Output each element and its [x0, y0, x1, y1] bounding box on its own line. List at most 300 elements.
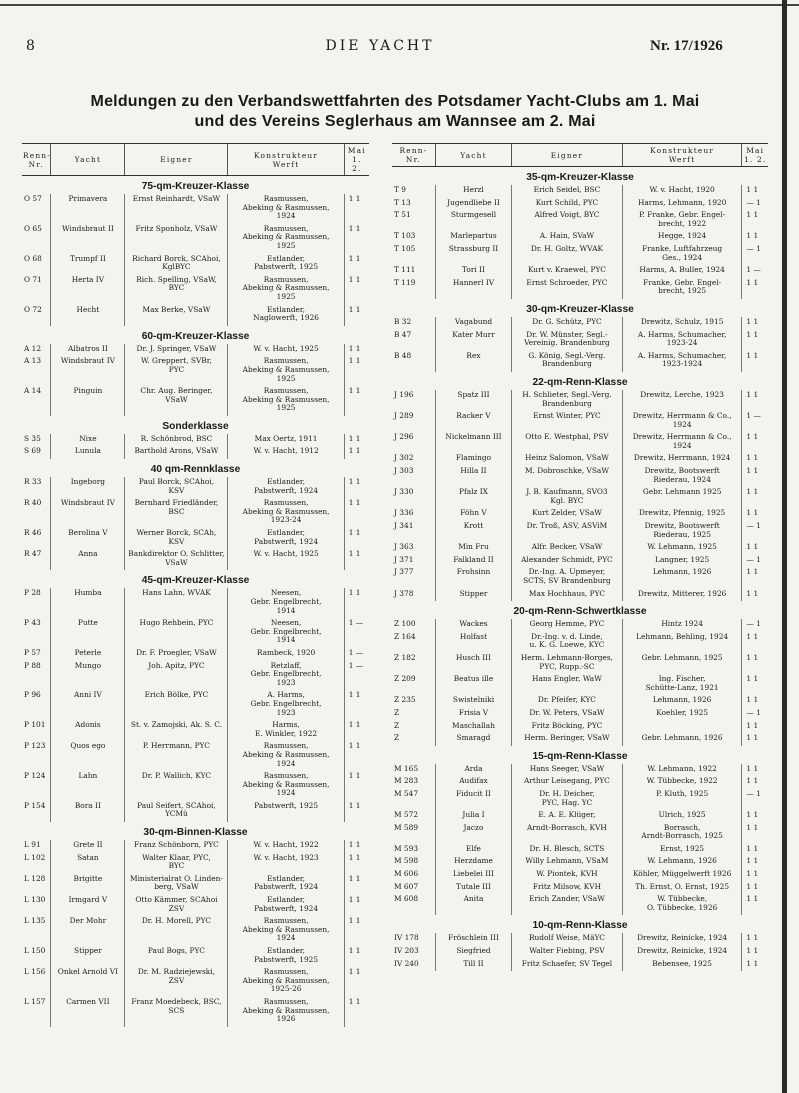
- yacht-cell: Hannerl IV: [435, 278, 511, 299]
- mai-cell: 1 1: [344, 344, 369, 357]
- konstrukteur-cell: Ulrich, 1925: [622, 810, 742, 823]
- yacht-cell: Berolina V: [51, 528, 125, 549]
- konstrukteur-cell: A. Harms, Gebr. Engelbrecht, 1923: [228, 690, 344, 720]
- mai-cell: 1 1: [742, 487, 768, 508]
- entry-row: [392, 946, 768, 959]
- entry-row: [22, 840, 369, 853]
- mai-cell: 1 1: [742, 844, 768, 857]
- eigner-cell: Erich Bölke, PYC: [125, 690, 228, 720]
- yacht-cell: Grete II: [51, 840, 125, 853]
- mai-cell: 1 1: [742, 632, 768, 653]
- eigner-cell: Bankdirektor O. Schlitter, VSaW: [125, 549, 228, 570]
- class-heading: Sonderklasse: [162, 420, 229, 432]
- eigner-cell: A. Hain, SVaW: [512, 231, 623, 244]
- column-header-konstrukteur: Konstrukteur Werft: [228, 144, 344, 176]
- renn-nr-cell: Z 209: [394, 674, 416, 684]
- konstrukteur-cell: Drewitz, Lerche, 1923: [622, 390, 742, 411]
- mai-cell: 1 1: [742, 959, 768, 972]
- yacht-cell: Jaczo: [435, 823, 511, 844]
- class-heading-row: [392, 167, 768, 186]
- renn-nr-cell: P 123: [24, 741, 46, 751]
- class-heading-row: [392, 601, 768, 619]
- yacht-cell: Spatz III: [435, 390, 511, 411]
- renn-nr-cell: Z 100: [394, 619, 416, 629]
- entry-row: [22, 305, 369, 326]
- yacht-cell: Tutale III: [435, 882, 511, 895]
- eigner-cell: Joh. Apitz, PYC: [125, 661, 228, 691]
- class-heading: 75-qm-Kreuzer-Klasse: [141, 181, 250, 192]
- yacht-cell: Adonis: [51, 720, 125, 741]
- renn-nr-cell: IV 240: [394, 958, 419, 968]
- entry-row: [392, 508, 768, 521]
- entry-row: [392, 632, 768, 653]
- konstrukteur-cell: Drewitz, Bootswerft Riederau, 1924: [622, 466, 742, 487]
- yacht-cell: Audifax: [435, 776, 511, 789]
- mai-cell: 1 1: [344, 305, 369, 326]
- entry-row: [22, 549, 369, 570]
- entry-row: [22, 275, 369, 305]
- mai-cell: 1 1: [344, 434, 369, 447]
- mai-cell: 1 1: [742, 210, 768, 231]
- right-header-row: [392, 144, 768, 167]
- mai-cell: 1 1: [344, 386, 369, 416]
- right-table-body: [392, 167, 768, 972]
- eigner-cell: Heinz Salomon, VSaW: [512, 453, 623, 466]
- konstrukteur-cell: P. Kluth, 1925: [622, 789, 742, 810]
- konstrukteur-cell: Borrasch, Arndt-Borrasch, 1925: [622, 823, 742, 844]
- renn-nr-cell: R 33: [24, 477, 42, 487]
- yacht-cell: Albatros II: [51, 344, 125, 357]
- eigner-cell: St. v. Zamojski, Ak. S. C.: [125, 720, 228, 741]
- left-entries-table: [22, 143, 369, 1027]
- renn-nr-cell: P 154: [24, 800, 46, 810]
- konstrukteur-cell: Drewitz, Schulz, 1915: [622, 317, 742, 330]
- eigner-cell: M. Dobroschke, VSaW: [512, 466, 623, 487]
- entry-row: [22, 194, 369, 224]
- mai-cell: — 1: [742, 198, 768, 211]
- konstrukteur-cell: Rasmussen, Abeking & Rasmussen, 1925: [228, 356, 344, 386]
- entry-row: [392, 317, 768, 330]
- class-heading: 30-qm-Binnen-Klasse: [143, 827, 248, 839]
- eigner-cell: E. A. E. Klüger,: [512, 810, 623, 823]
- konstrukteur-cell: Rasmussen, Abeking & Rasmussen, 1924: [228, 741, 344, 771]
- eigner-cell: W. Greppert, SVBr, PYC: [125, 356, 228, 386]
- konstrukteur-cell: Estlander, Pabstwerft, 1925: [228, 946, 344, 967]
- konstrukteur-cell: W. v. Hacht, 1925: [228, 344, 344, 357]
- renn-nr-cell: L 130: [24, 895, 46, 905]
- yacht-cell: Anni IV: [51, 690, 125, 720]
- mai-cell: 1 1: [344, 840, 369, 853]
- eigner-cell: Dr. W. Peters, VSaW: [512, 708, 623, 721]
- konstrukteur-cell: Harms, A. Buller, 1924: [622, 265, 742, 278]
- column-header-renn-nr: Renn- Nr.: [22, 144, 51, 176]
- konstrukteur-cell: [622, 721, 742, 734]
- eigner-cell: Kurt v. Kraewel, PYC: [512, 265, 623, 278]
- mai-cell: 1 1: [344, 916, 369, 946]
- konstrukteur-cell: W. v. Hacht, 1925: [228, 549, 344, 570]
- renn-nr-cell: J 336: [394, 508, 414, 518]
- mai-cell: 1 1: [742, 330, 768, 351]
- mai-cell: 1 1: [742, 542, 768, 555]
- column-header-eigner: Eigner: [125, 144, 228, 176]
- renn-nr-cell: J 303: [394, 466, 414, 476]
- entry-row: [392, 198, 768, 211]
- konstrukteur-cell: Franke, Gebr. Engel- brecht, 1925: [622, 278, 742, 299]
- yacht-cell: Frohsinn: [435, 567, 511, 588]
- konstrukteur-cell: Retzlaff, Gebr. Engelbrecht, 1923: [228, 661, 344, 691]
- yacht-cell: Racker V: [435, 411, 511, 432]
- konstrukteur-cell: W. Lehmann, 1925: [622, 542, 742, 555]
- mai-cell: — 1: [742, 708, 768, 721]
- mai-cell: — 1: [742, 555, 768, 568]
- entry-row: [22, 386, 369, 416]
- mai-cell: 1 1: [742, 946, 768, 959]
- konstrukteur-cell: Estlander, Pabstwerft, 1925: [228, 254, 344, 275]
- konstrukteur-cell: Franke, Luftfahrzeug Ges., 1924: [622, 244, 742, 265]
- konstrukteur-cell: Langner, 1925: [622, 555, 742, 568]
- yacht-cell: Carmen VII: [51, 997, 125, 1027]
- eigner-cell: Dr.-Ing. A. Upmeyer, SCTS, SV Brandenburg: [512, 567, 623, 588]
- mai-cell: 1 1: [344, 874, 369, 895]
- renn-nr-cell: O 65: [24, 223, 42, 233]
- mai-cell: — 1: [742, 619, 768, 632]
- renn-nr-cell: L 135: [24, 916, 46, 926]
- mai-cell: 1 1: [742, 653, 768, 674]
- eigner-cell: Otto E. Westphal, PSV: [512, 432, 623, 453]
- mai-cell: 1 1: [742, 674, 768, 695]
- entry-row: [22, 661, 369, 691]
- mai-cell: 1 1: [344, 446, 369, 459]
- entry-row: [392, 695, 768, 708]
- class-heading: 20-qm-Renn-Schwertklasse: [513, 606, 647, 618]
- renn-nr-cell: B 32: [394, 316, 412, 326]
- mai-cell: 1 1: [742, 453, 768, 466]
- mai-cell: 1 1: [344, 720, 369, 741]
- renn-nr-cell: IV 203: [394, 946, 419, 956]
- konstrukteur-cell: Rasmussen, Abeking & Rasmussen, 1924: [228, 916, 344, 946]
- eigner-cell: J. B. Kaufmann, SVO3 Kgl. BYC: [512, 487, 623, 508]
- entry-row: [22, 771, 369, 801]
- right-entries-table: [392, 143, 768, 971]
- yacht-cell: Holfast: [435, 632, 511, 653]
- mai-cell: 1 1: [344, 741, 369, 771]
- konstrukteur-cell: Rasmussen, Abeking & Rasmussen, 1925: [228, 224, 344, 254]
- yacht-cell: Peterle: [51, 648, 125, 661]
- mai-cell: 1 1: [344, 498, 369, 528]
- yacht-cell: Herzdame: [435, 856, 511, 869]
- yacht-cell: Kater Murr: [435, 330, 511, 351]
- renn-nr-cell: M 283: [394, 776, 419, 786]
- entry-row: [392, 453, 768, 466]
- renn-nr-cell: T 13: [394, 197, 411, 207]
- left-column: [22, 143, 369, 1027]
- mai-cell: 1 —: [344, 648, 369, 661]
- yacht-cell: Herta IV: [51, 275, 125, 305]
- konstrukteur-cell: Rasmussen, Abeking & Rasmussen, 1925: [228, 275, 344, 305]
- renn-nr-cell: J 330: [394, 487, 414, 497]
- column-header-mai: Mai 1. 2.: [344, 144, 369, 176]
- konstrukteur-cell: Drewitz, Herrmann & Co., 1924: [622, 411, 742, 432]
- mai-cell: 1 —: [344, 661, 369, 691]
- mai-cell: 1 1: [742, 508, 768, 521]
- entry-row: [392, 708, 768, 721]
- entry-row: [22, 741, 369, 771]
- yacht-cell: Quos ego: [51, 741, 125, 771]
- entry-row: [392, 776, 768, 789]
- entry-row: [392, 653, 768, 674]
- entry-row: [392, 542, 768, 555]
- entry-row: [392, 351, 768, 372]
- konstrukteur-cell: Gebr. Lehmann 1925: [622, 487, 742, 508]
- class-heading-row: [22, 459, 369, 477]
- konstrukteur-cell: Neesen, Gebr. Engelbrecht, 1914: [228, 588, 344, 618]
- konstrukteur-cell: Koehler, 1925: [622, 708, 742, 721]
- eigner-cell: Alfred Voigt, BYC: [512, 210, 623, 231]
- renn-nr-cell: L 150: [24, 946, 46, 955]
- title-line-1: Meldungen zu den Verbandswettfahrten des Potsdamer Yacht-Clubs am 1. Mai: [90, 93, 700, 110]
- entry-row: [22, 528, 369, 549]
- entry-row: [22, 690, 369, 720]
- renn-nr-cell: J 378: [394, 588, 414, 598]
- eigner-cell: Dr. H. Deicher, PYC, Hag. YC: [512, 789, 623, 810]
- yacht-cell: Herzl: [435, 185, 511, 198]
- renn-nr-cell: J 363: [394, 542, 414, 552]
- eigner-cell: Fritz Milsow, KVH: [512, 882, 623, 895]
- yacht-cell: Windsbraut IV: [51, 356, 125, 386]
- mai-cell: 1 —: [742, 411, 768, 432]
- eigner-cell: Franz Moedebeck, BSC, SCS: [125, 997, 228, 1027]
- entry-row: [22, 618, 369, 648]
- eigner-cell: Fritz Sponholz, VSaW: [125, 224, 228, 254]
- entry-row: [392, 466, 768, 487]
- eigner-cell: Ernst Reinhardt, VSaW: [125, 194, 228, 224]
- yacht-cell: Nickelmann III: [435, 432, 511, 453]
- mai-cell: 1 1: [742, 894, 768, 915]
- konstrukteur-cell: Pabstwerft, 1925: [228, 801, 344, 822]
- konstrukteur-cell: Drewitz, Mitterer, 1926: [622, 589, 742, 602]
- konstrukteur-cell: Lehmann, 1926: [622, 567, 742, 588]
- yacht-cell: Brigitte: [51, 874, 125, 895]
- mai-cell: 1 1: [344, 549, 369, 570]
- entry-row: [392, 764, 768, 777]
- entry-row: [392, 674, 768, 695]
- renn-nr-cell: O 68: [24, 253, 42, 263]
- eigner-cell: Otto Kämmer, SCAhoi ZSV: [125, 895, 228, 916]
- entry-row: [392, 733, 768, 746]
- eigner-cell: Dr. H. Morell, PYC: [125, 916, 228, 946]
- mai-cell: 1 1: [742, 933, 768, 946]
- renn-nr-cell: M 165: [394, 763, 419, 773]
- renn-nr-cell: Z 235: [394, 695, 416, 705]
- renn-nr-cell: L 128: [24, 873, 46, 883]
- eigner-cell: Herm. Beringer, VSaW: [512, 733, 623, 746]
- konstrukteur-cell: Th. Ernst, O. Ernst, 1925: [622, 882, 742, 895]
- yacht-cell: Husch III: [435, 653, 511, 674]
- konstrukteur-cell: Rasmussen, Abeking & Rasmussen, 1924: [228, 194, 344, 224]
- renn-nr-cell: M 607: [394, 881, 419, 891]
- entry-row: [22, 344, 369, 357]
- renn-nr-cell: Z: [394, 720, 400, 730]
- renn-nr-cell: M 547: [394, 788, 419, 798]
- eigner-cell: Barthold Arons, VSaW: [125, 446, 228, 459]
- eigner-cell: Fritz Böcking, PYC: [512, 721, 623, 734]
- entry-row: [392, 721, 768, 734]
- eigner-cell: H. Schlieter, Segl.-Verg. Brandenburg: [512, 390, 623, 411]
- class-heading-row: [22, 822, 369, 840]
- konstrukteur-cell: W. Lehmann, 1922: [622, 764, 742, 777]
- yacht-cell: Till II: [435, 959, 511, 972]
- mai-cell: 1 1: [344, 528, 369, 549]
- mai-cell: 1 1: [344, 194, 369, 224]
- eigner-cell: Georg Hemme, PYC: [512, 619, 623, 632]
- yacht-cell: Föhn V: [435, 508, 511, 521]
- eigner-cell: Paul Seifert, SCAhoi, YCMü: [125, 801, 228, 822]
- class-heading-row: [392, 372, 768, 390]
- konstrukteur-cell: Ing. Fischer, Schütte-Lanz, 1921: [622, 674, 742, 695]
- yacht-cell: Irmgard V: [51, 895, 125, 916]
- yacht-cell: Trumpf II: [51, 254, 125, 275]
- entry-row: [392, 487, 768, 508]
- yacht-cell: Pfalz IX: [435, 487, 511, 508]
- renn-nr-cell: M 598: [394, 856, 419, 866]
- yacht-cell: Arda: [435, 764, 511, 777]
- mai-cell: 1 1: [742, 567, 768, 588]
- page-number: 8: [26, 38, 35, 54]
- eigner-cell: P. Herrmann, PYC: [125, 741, 228, 771]
- entry-row: [22, 997, 369, 1027]
- eigner-cell: Erich Seidel, BSC: [512, 185, 623, 198]
- eigner-cell: Kurt Schild, PYC: [512, 198, 623, 211]
- konstrukteur-cell: Hegge, 1924: [622, 231, 742, 244]
- class-heading-row: [392, 746, 768, 764]
- eigner-cell: Dr. F. Proegler, VSaW: [125, 648, 228, 661]
- page-title: [30, 92, 760, 132]
- yacht-cell: Hecht: [51, 305, 125, 326]
- yacht-cell: Mungo: [51, 661, 125, 691]
- konstrukteur-cell: Rasmussen, Abeking & Rasmussen, 1926: [228, 997, 344, 1027]
- entry-row: [392, 882, 768, 895]
- renn-nr-cell: P 124: [24, 771, 46, 781]
- mai-cell: 1 1: [344, 946, 369, 967]
- yacht-cell: Putte: [51, 618, 125, 648]
- entry-row: [392, 869, 768, 882]
- renn-nr-cell: R 47: [24, 549, 42, 559]
- konstrukteur-cell: Rasmussen, Abeking & Rasmussen, 1925-26: [228, 967, 344, 997]
- yacht-cell: Anna: [51, 549, 125, 570]
- mai-cell: 1 1: [742, 721, 768, 734]
- renn-nr-cell: M 608: [394, 894, 419, 904]
- column-header-konstrukteur: Konstrukteur Werft: [622, 144, 742, 167]
- yacht-cell: Ingeborg: [51, 477, 125, 498]
- renn-nr-cell: T 111: [394, 265, 416, 275]
- mai-cell: 1 1: [742, 466, 768, 487]
- eigner-cell: Ernst Schroeder, PYC: [512, 278, 623, 299]
- renn-nr-cell: O 71: [24, 274, 42, 284]
- yacht-cell: Jugendliebe II: [435, 198, 511, 211]
- entry-row: [392, 411, 768, 432]
- konstrukteur-cell: Estlander, Pabstwerft, 1924: [228, 895, 344, 916]
- class-heading: 35-qm-Kreuzer-Klasse: [526, 172, 634, 183]
- yacht-cell: Windsbraut IV: [51, 498, 125, 528]
- eigner-cell: Dr. P. Wallich, KYC: [125, 771, 228, 801]
- entry-row: [22, 967, 369, 997]
- eigner-cell: Dr.-Ing. v. d. Linde, u. K. G. Loewe, KYC: [512, 632, 623, 653]
- column-header-mai: Mai 1. 2.: [742, 144, 768, 167]
- eigner-cell: Dr. W. Münster, Segl.- Vereinig. Brandenburg: [512, 330, 623, 351]
- issue-number: Nr. 17/1926: [650, 38, 723, 54]
- renn-nr-cell: J 377: [394, 567, 414, 577]
- renn-nr-cell: Z: [394, 733, 400, 743]
- eigner-cell: Werner Borck, SCAh, KSV: [125, 528, 228, 549]
- konstrukteur-cell: A. Harms, Schumacher, 1923-24: [622, 330, 742, 351]
- entry-row: [392, 567, 768, 588]
- mai-cell: 1 1: [742, 432, 768, 453]
- entry-row: [392, 789, 768, 810]
- eigner-cell: Max Hochhaus, PYC: [512, 589, 623, 602]
- mai-cell: 1 1: [344, 967, 369, 997]
- eigner-cell: Arndt-Borrasch, KVH: [512, 823, 623, 844]
- eigner-cell: Fritz Schaefer, SV Tegel: [512, 959, 623, 972]
- yacht-cell: Min Fru: [435, 542, 511, 555]
- yacht-cell: Wackes: [435, 619, 511, 632]
- class-heading: 15-qm-Renn-Klasse: [532, 750, 628, 762]
- yacht-cell: Elfe: [435, 844, 511, 857]
- konstrukteur-cell: Lehmann, Behling, 1924: [622, 632, 742, 653]
- konstrukteur-cell: Max Oertz, 1911: [228, 434, 344, 447]
- yacht-cell: Hilla II: [435, 466, 511, 487]
- konstrukteur-cell: Estlander, Pabstwerft, 1924: [228, 528, 344, 549]
- entry-row: [392, 823, 768, 844]
- renn-nr-cell: M 593: [394, 843, 419, 853]
- class-heading: 22-qm-Renn-Klasse: [532, 376, 628, 388]
- entry-row: [22, 434, 369, 447]
- mai-cell: 1 1: [344, 853, 369, 874]
- entry-row: [22, 477, 369, 498]
- konstrukteur-cell: Estlander, Pabstwerft, 1924: [228, 477, 344, 498]
- mai-cell: 1 1: [742, 882, 768, 895]
- entry-row: [22, 946, 369, 967]
- entry-row: [22, 498, 369, 528]
- eigner-cell: Chr. Aug. Beringer, VSaW: [125, 386, 228, 416]
- yacht-cell: Maschallah: [435, 721, 511, 734]
- entry-row: [392, 521, 768, 542]
- konstrukteur-cell: W. Tübbecke, 1922: [622, 776, 742, 789]
- mai-cell: 1 1: [344, 224, 369, 254]
- entry-row: [392, 265, 768, 278]
- eigner-cell: Arthur Leisegang, PYC: [512, 776, 623, 789]
- konstrukteur-cell: Drewitz, Reinicke, 1924: [622, 933, 742, 946]
- eigner-cell: Paul Borck, SCAhoi, KSV: [125, 477, 228, 498]
- eigner-cell: R. Schönbrod, BSC: [125, 434, 228, 447]
- renn-nr-cell: L 91: [24, 840, 41, 850]
- entry-row: [392, 619, 768, 632]
- yacht-cell: Anita: [435, 894, 511, 915]
- renn-nr-cell: P 96: [24, 690, 41, 700]
- renn-nr-cell: T 51: [394, 210, 411, 220]
- class-heading: 40 qm-Rennklasse: [150, 464, 241, 476]
- entry-row: [392, 856, 768, 869]
- entry-row: [392, 959, 768, 972]
- yacht-cell: Fröschlein III: [435, 933, 511, 946]
- class-heading: 45-qm-Kreuzer-Klasse: [141, 575, 250, 587]
- entry-row: [22, 446, 369, 459]
- mai-cell: 1 1: [344, 254, 369, 275]
- yacht-cell: Onkel Arnold VI: [51, 967, 125, 997]
- mai-cell: 1 —: [742, 265, 768, 278]
- renn-nr-cell: O 57: [24, 194, 42, 203]
- entry-row: [392, 278, 768, 299]
- class-heading-row: [22, 326, 369, 344]
